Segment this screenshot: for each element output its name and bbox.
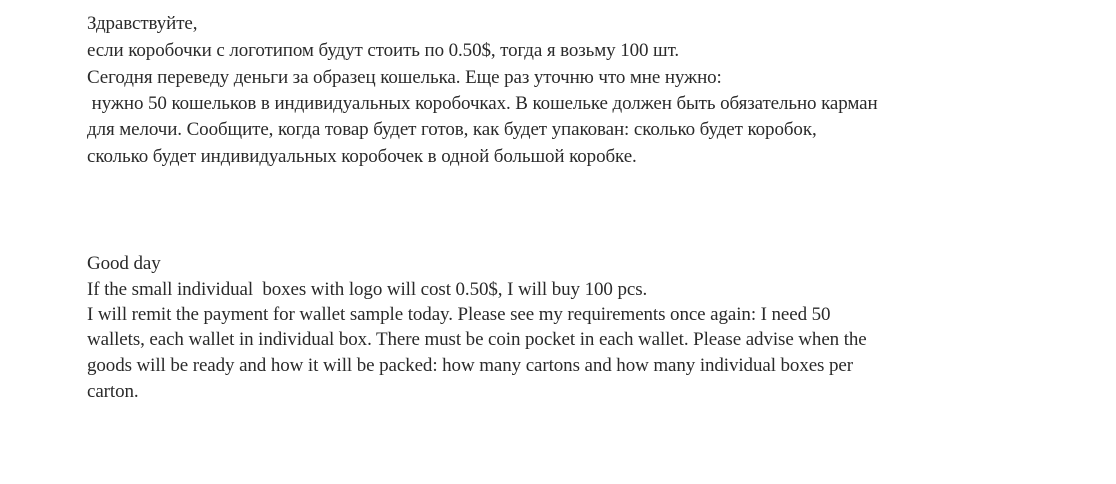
english-line-4: goods will be ready and how it will be packed: how many cartons and how many individual boxes per <box>87 355 853 376</box>
russian-greeting: Здравствуйте, <box>87 13 198 34</box>
russian-line-1: если коробочки с логотипом будут стоить по 0.50$, тогда я возьму 100 шт. <box>87 40 680 61</box>
russian-line-2: Сегодня переведу деньги за образец кошелька. Еще раз уточню что мне нужно: <box>87 67 722 88</box>
english-line-1: If the small individual boxes with logo will cost 0.50$, I will buy 100 pcs. <box>87 279 648 300</box>
russian-line-3: нужно 50 кошельков в индивидуальных коробочках. В кошельке должен быть обязательно карман <box>87 93 878 114</box>
english-line-3: wallets, each wallet in individual box. There must be coin pocket in each wallet. Please advise when the <box>87 329 867 350</box>
english-line-2: I will remit the payment for wallet sample today. Please see my requirements once again: I need 50 <box>87 304 831 325</box>
russian-line-5: сколько будет индивидуальных коробочек в одной большой коробке. <box>87 146 637 167</box>
english-greeting: Good day <box>87 253 161 274</box>
russian-line-4: для мелочи. Сообщите, когда товар будет готов, как будет упакован: сколько будет коробок, <box>87 119 817 140</box>
english-line-5: carton. <box>87 381 139 402</box>
